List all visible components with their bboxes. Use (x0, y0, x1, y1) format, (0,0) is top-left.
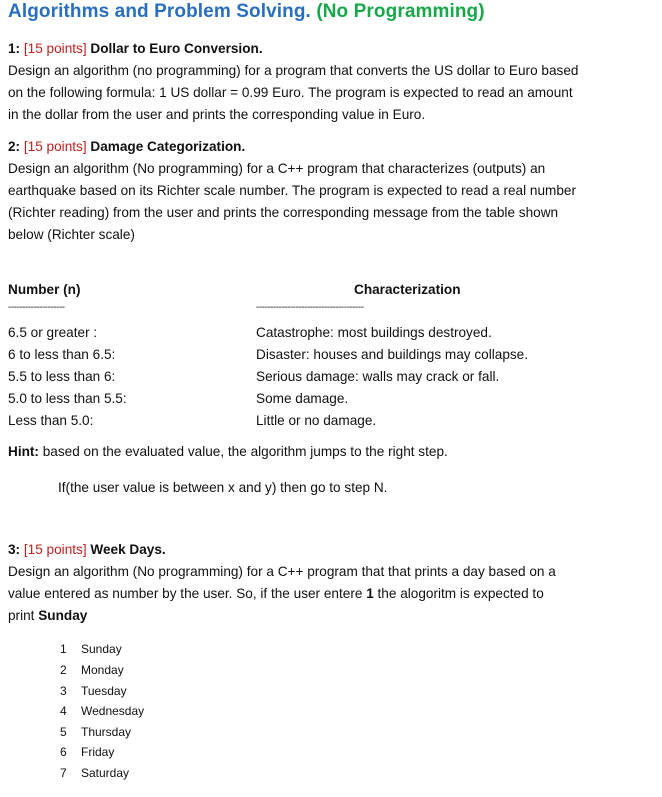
page-title (8, 1, 485, 23)
table-row-4-number: 5.0 to less than 5.5: (8, 391, 127, 406)
hint-example: If(the user value is between x and y) then go to step N. (58, 480, 388, 495)
q1-points: [15 points] (23, 41, 87, 56)
q3-number: 3: (8, 542, 21, 557)
day-6-number: 6 (60, 745, 67, 759)
table-row-1-characterization: Catastrophe: most buildings destroyed. (256, 325, 492, 340)
q3-line-2-bold: 1 (366, 586, 374, 601)
q2-points: [15 points] (23, 139, 87, 154)
q1-line-2: on the following formula: 1 US dollar = 0.99 Euro. The program is expected to read an amount (8, 85, 573, 100)
day-7-name: Saturday (81, 766, 130, 780)
hint-line (8, 441, 448, 463)
q3-line-3-bold: Sunday (38, 608, 88, 623)
table-row-3-characterization: Serious damage: walls may crack or fall. (256, 369, 500, 384)
q1-number: 1: (8, 41, 21, 56)
q3-points: [15 points] (23, 542, 87, 557)
q2-line-3: (Richter reading) from the user and prints the corresponding message from the table shown (8, 205, 559, 220)
q2-line-4: below (Richter scale) (8, 227, 135, 242)
table-dashes-characterization: -------------------------------------- (256, 302, 364, 313)
q3-heading (8, 539, 166, 561)
table-dashes-number: -------------------- (8, 302, 65, 313)
day-3-name: Tuesday (81, 684, 127, 698)
table-row-5-number: Less than 5.0: (8, 413, 94, 428)
q3-line-1: Design an algorithm (No programming) for a C++ program that that prints a day based on a (8, 564, 556, 579)
q1-heading (8, 38, 263, 60)
q3-line-2-end: the alogoritm is expected to (373, 586, 544, 601)
q2-line-2: earthquake based on its Richter scale number. The program is expected to read a real number (8, 183, 576, 198)
hint-label: Hint: (8, 444, 39, 459)
table-row-4-characterization: Some damage. (256, 391, 349, 406)
table-row-5-characterization: Little or no damage. (256, 413, 377, 428)
q3-line-3-start: print (8, 608, 39, 623)
day-7-number: 7 (60, 766, 67, 780)
day-2-name: Monday (81, 663, 124, 677)
day-4-name: Wednesday (81, 704, 145, 718)
day-4-number: 4 (60, 704, 67, 718)
q3-line-2-start: value entered as number by the user. So, if the user entere (8, 586, 367, 601)
table-header-characterization: Characterization (354, 282, 461, 297)
q2-title: Damage Categorization. (90, 139, 246, 154)
table-header-number: Number (n) (8, 282, 81, 297)
table-row-2-number: 6 to less than 6.5: (8, 347, 116, 362)
title-main: Algorithms and Problem Solving. (8, 1, 311, 22)
day-5-number: 5 (60, 725, 67, 739)
q2-heading (8, 136, 245, 158)
q3-line-2 (8, 583, 544, 605)
day-6-name: Friday (81, 745, 115, 759)
q2-number: 2: (8, 139, 21, 154)
hint-text: based on the evaluated value, the algorithm jumps to the right step. (38, 444, 448, 459)
table-row-1-number: 6.5 or greater : (8, 325, 98, 340)
table-row-2-characterization: Disaster: houses and buildings may collapse. (256, 347, 529, 362)
day-1-name: Sunday (81, 642, 122, 656)
q3-title: Week Days. (90, 542, 166, 557)
q1-line-3: in the dollar from the user and prints the corresponding value in Euro. (8, 107, 426, 122)
title-parenthetical: (No Programming) (316, 1, 485, 22)
q3-line-3 (8, 605, 87, 627)
q1-title: Dollar to Euro Conversion. (90, 41, 263, 56)
q2-line-1: Design an algorithm (No programming) for a C++ program that characterizes (outputs) an (8, 161, 546, 176)
day-1-number: 1 (60, 642, 67, 656)
day-2-number: 2 (60, 663, 67, 677)
day-5-name: Thursday (81, 725, 132, 739)
q1-line-1: Design an algorithm (no programming) for a program that converts the US dollar to Euro based (8, 63, 579, 78)
table-row-3-number: 5.5 to less than 6: (8, 369, 116, 384)
day-3-number: 3 (60, 684, 67, 698)
